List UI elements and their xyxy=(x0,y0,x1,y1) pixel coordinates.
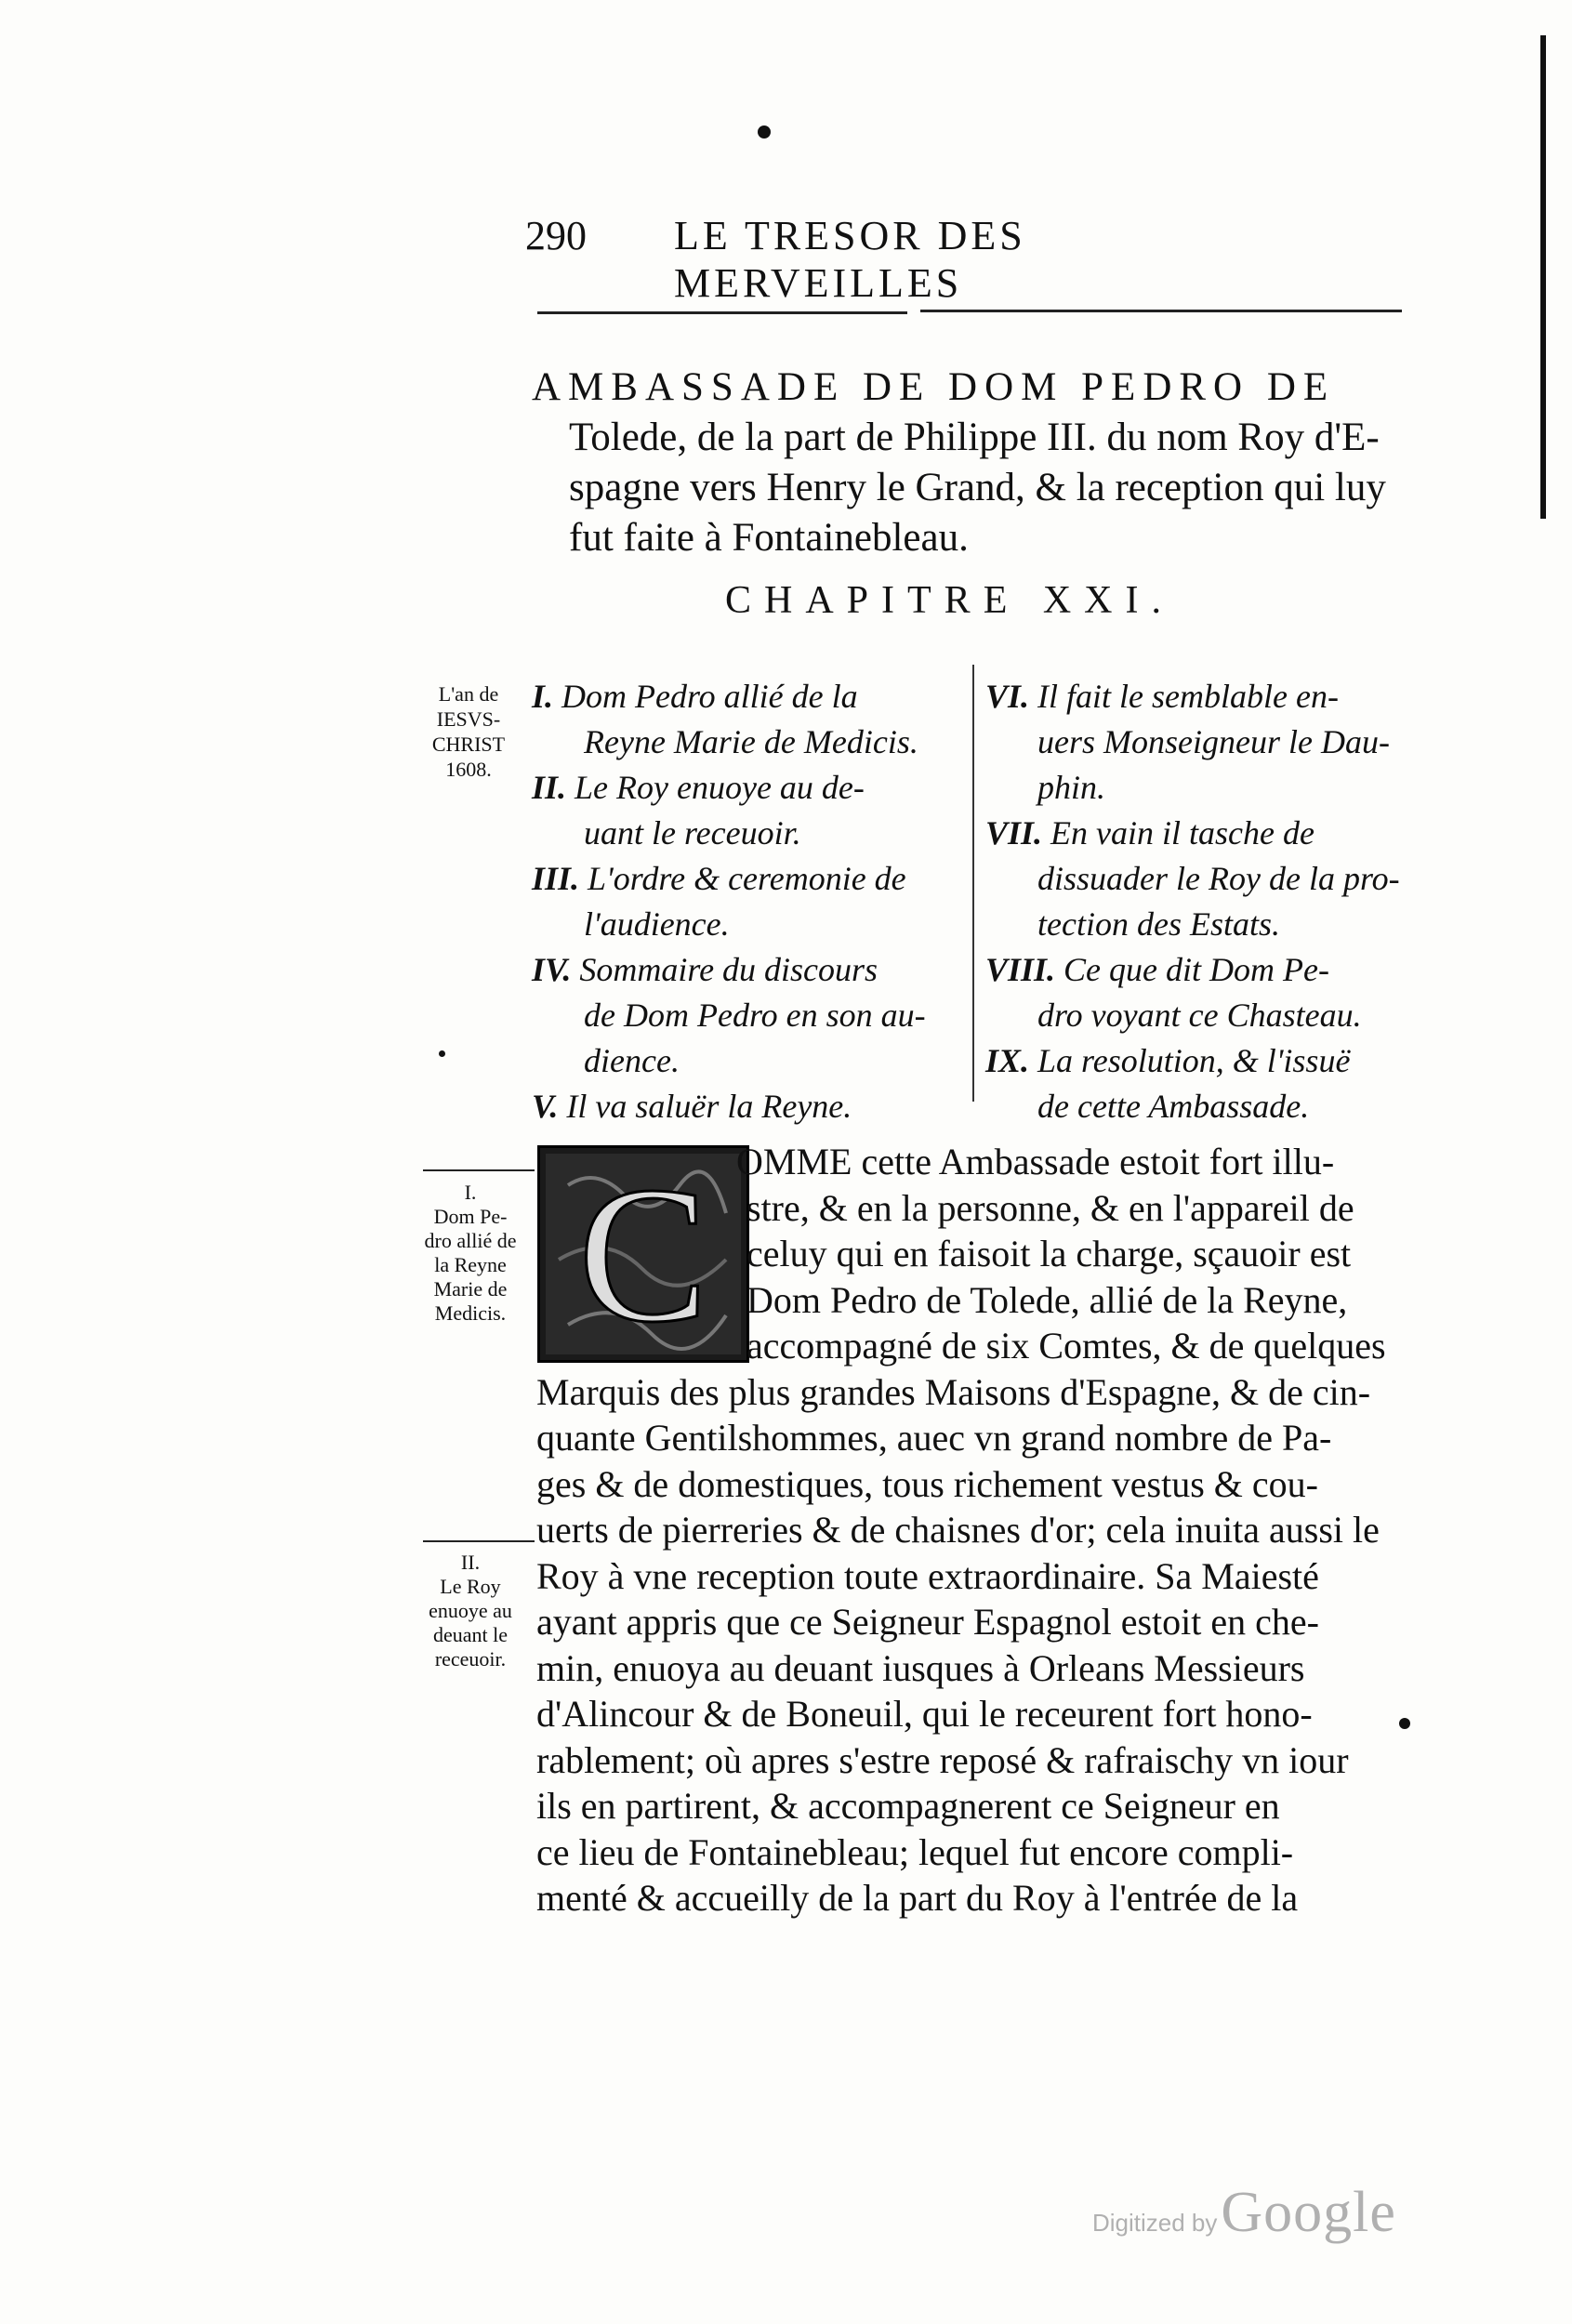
body-line: quante Gentilshommes, auec vn grand nombre de Pa- xyxy=(536,1417,1332,1459)
margin-note-1: I. Dom Pe- dro allié de la Reyne Marie de Medicis. xyxy=(424,1181,517,1325)
summary-item: III. L'ordre & ceremonie de xyxy=(532,860,906,897)
body-line: stre, & en la personne, & en l'appareil de xyxy=(746,1186,1354,1229)
body-line: min, enuoya au deuant iusques à Orleans Messieurs xyxy=(536,1646,1305,1689)
body-line: celuy qui en faisoit la charge, sçauoir est xyxy=(746,1233,1352,1274)
margin-rule xyxy=(423,1540,535,1542)
summary-item: V. Il va saluër la Reyne. xyxy=(532,1088,852,1125)
summary-item: VIII. Ce que dit Dom Pe- xyxy=(985,951,1329,988)
body-line: Roy à vne reception toute extraordinaire. Sa Maiesté xyxy=(536,1554,1319,1597)
body-line: accompagné de six Comtes, & de quelques xyxy=(746,1325,1386,1367)
body-line: ges & de domestiques, tous richement vestus & cou- xyxy=(536,1462,1318,1505)
summary-item: I. Dom Pedro allié de la xyxy=(532,678,858,715)
body-line: rablement; où apres s'estre reposé & rafraischy vn iour xyxy=(536,1738,1349,1781)
summary-item: VII. En vain il tasche de xyxy=(985,814,1314,852)
header-rule-right xyxy=(920,310,1402,312)
summary-item: II. Le Roy enuoye au de- xyxy=(532,769,865,806)
margin-rule xyxy=(423,1169,535,1171)
summary-left-column: I. Dom Pedro allié de la Reyne Marie de Medicis. II. Le Roy enuoye au de- uant le receuoir. III. L'ordre & ceremonie de l'audience. IV. Sommaire du discours de Dom Pedro en son au- dience. V. Il va saluër la Reyne. xyxy=(532,674,967,1129)
body-line: Dom Pedro de Tolede, allié de la Reyne, xyxy=(746,1278,1348,1321)
body-text xyxy=(536,1139,1410,1921)
body-line: menté & accueilly de la part du Roy à l'entrée de la xyxy=(536,1877,1299,1919)
section-title xyxy=(532,363,1406,563)
margin-note-2: II. Le Roy enuoye au deuant le receuoir. xyxy=(429,1551,512,1670)
column-divider xyxy=(972,665,974,1102)
digitized-by-label: Digitized by xyxy=(1092,2209,1218,2237)
body-line: ayant appris que ce Seigneur Espagnol estoit en che- xyxy=(536,1601,1319,1643)
ink-speck xyxy=(758,125,771,139)
body-line: OMME cette Ambassade estoit fort illu- xyxy=(736,1141,1335,1182)
running-title: LE TRESOR DES MERVEILLES xyxy=(674,213,1026,306)
scan-edge-bar xyxy=(1540,35,1546,519)
chapter-heading: CHAPITRE XXI. xyxy=(725,579,1174,622)
summary-item: IX. La resolution, & l'issuë xyxy=(985,1042,1351,1079)
body-line: d'Alincour & de Boneuil, qui le receurent fort hono- xyxy=(536,1693,1313,1735)
body-line: uerts de pierreries & de chaisnes d'or; cela inuita aussi le xyxy=(536,1509,1380,1551)
body-line: Marquis des plus grandes Maisons d'Espagne, & de cin- xyxy=(536,1370,1371,1413)
page-header xyxy=(525,212,1274,306)
body-line: ils en partirent, & accompagnerent ce Seigneur en xyxy=(536,1785,1280,1827)
page-number: 290 xyxy=(525,213,587,258)
title-rest: Tolede, de la part de Philippe III. du nom Roy d'E-spagne vers Henry le Grand, & la reception qui luy fut faite à Fontainebleau. xyxy=(569,416,1386,560)
summary-item: IV. Sommaire du discours xyxy=(532,951,878,988)
google-logo: Google xyxy=(1221,2181,1396,2244)
body-line: ce lieu de Fontainebleau; lequel fut encore compli- xyxy=(536,1830,1294,1873)
digitized-watermark xyxy=(1092,2180,1396,2246)
title-first-line: AMBASSADE DE DOM PEDRO DE xyxy=(532,365,1336,409)
header-rule-left xyxy=(537,311,907,314)
svg-text:C: C xyxy=(577,1148,709,1360)
ink-speck xyxy=(439,1050,445,1057)
margin-date-note: L'an de IESVS- CHRIST 1608. xyxy=(431,682,506,781)
summary-item: VI. Il fait le semblable en- xyxy=(985,678,1339,715)
summary-right-column: VI. Il fait le semblable en- uers Monseigneur le Dau- phin. VII. En vain il tasche de dissuader le Roy de la pro- tection des Estats. VIII. Ce que dit Dom Pe- dro voyant ce Chasteau. IX. La resolution, & l'issuë de cette Ambassade. xyxy=(985,674,1418,1129)
